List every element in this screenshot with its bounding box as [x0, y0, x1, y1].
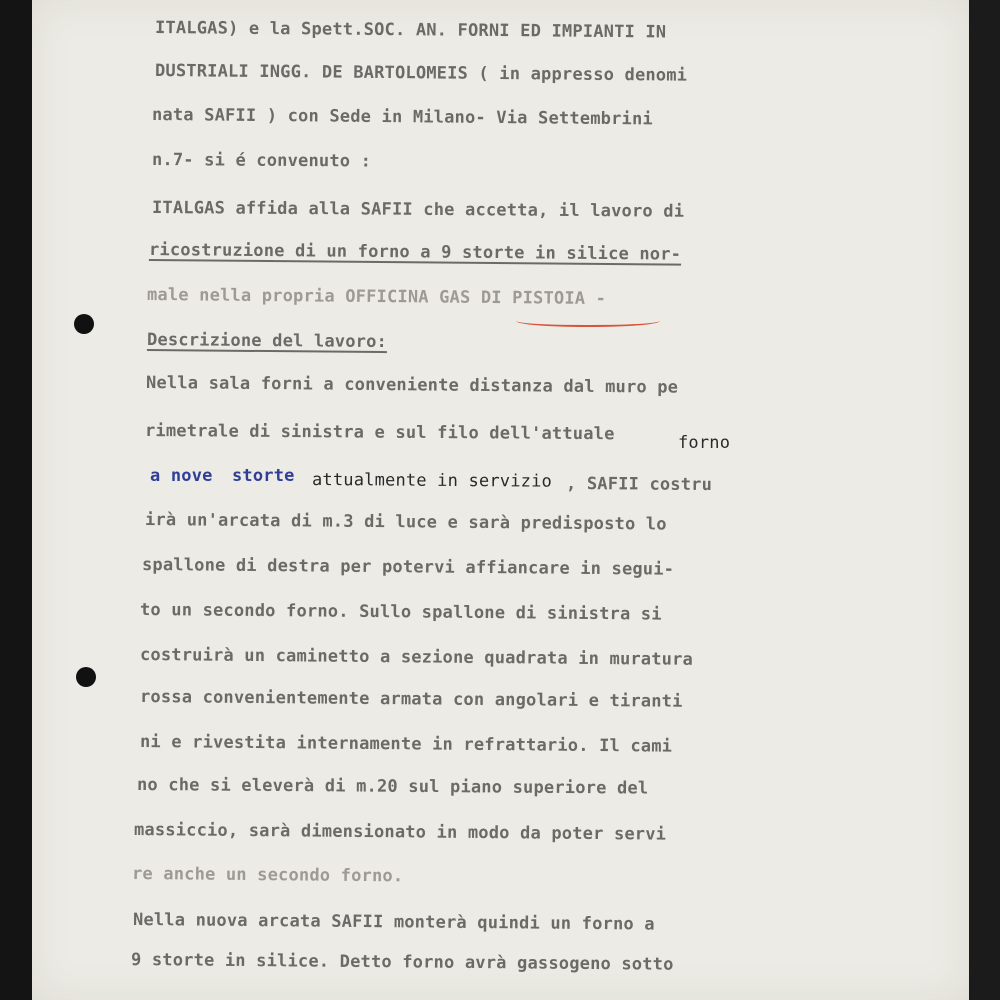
text-line: male nella propria OFFICINA GAS DI PISTOIA - — [146, 285, 607, 310]
text-line: no che si eleverà di m.20 sul piano superiore del — [136, 775, 649, 799]
text-line: ni e rivestita internamente in refrattario. Il cami — [139, 732, 673, 757]
text-line: irà un'arcata di m.3 di luce e sarà predisposto lo — [144, 510, 667, 535]
text-line: rimetrale di sinistra e sul filo dell'attuale — [144, 421, 615, 445]
text-line: nata SAFII ) con Sede in Milano- Via Settembrini — [151, 105, 653, 130]
text-line: 9 storte in silice. Detto forno avrà gassogeno sotto — [130, 950, 674, 975]
text-line: re anche un secondo forno. — [131, 864, 404, 887]
blue-typed-text: a nove — [150, 466, 213, 486]
section-heading: Descrizione del lavoro: — [146, 330, 388, 353]
text-line: rossa convenientemente armata con angolari e tiranti — [139, 687, 683, 712]
retyped-text: attualmente in servizio — [311, 470, 553, 492]
scan-border — [969, 0, 1000, 1000]
text-line: DUSTRIALI INGG. DE BARTOLOMEIS ( in appresso denomi — [154, 61, 688, 86]
text-line: , SAFII costru — [565, 474, 713, 496]
text-line: costruirà un caminetto a sezione quadrata in muratura — [139, 645, 694, 670]
punch-hole — [74, 314, 94, 334]
punch-hole — [76, 667, 96, 687]
text-line: Nella sala forni a conveniente distanza dal muro pe — [145, 373, 679, 398]
retyped-word: forno — [678, 433, 731, 453]
text-line: to un secondo forno. Sullo spallone di sinistra si — [139, 600, 662, 625]
text-line: n.7- si é convenuto : — [151, 150, 372, 172]
text-line: massiccio, sarà dimensionato in modo da poter servi — [133, 820, 667, 845]
text-line: ITALGAS affida alla SAFII che accetta, il lavoro di — [151, 198, 685, 222]
text-line: ITALGAS) e la Spett.SOC. AN. FORNI ED IMPIANTI IN — [154, 18, 667, 43]
text-line: ricostruzione di un forno a 9 storte in silice nor- — [148, 240, 682, 265]
text-line: Nella nuova arcata SAFII monterà quindi un forno a — [132, 910, 655, 935]
blue-typed-text: storte — [232, 466, 295, 486]
text-line: spallone di destra per potervi affiancare in segui- — [141, 555, 675, 580]
